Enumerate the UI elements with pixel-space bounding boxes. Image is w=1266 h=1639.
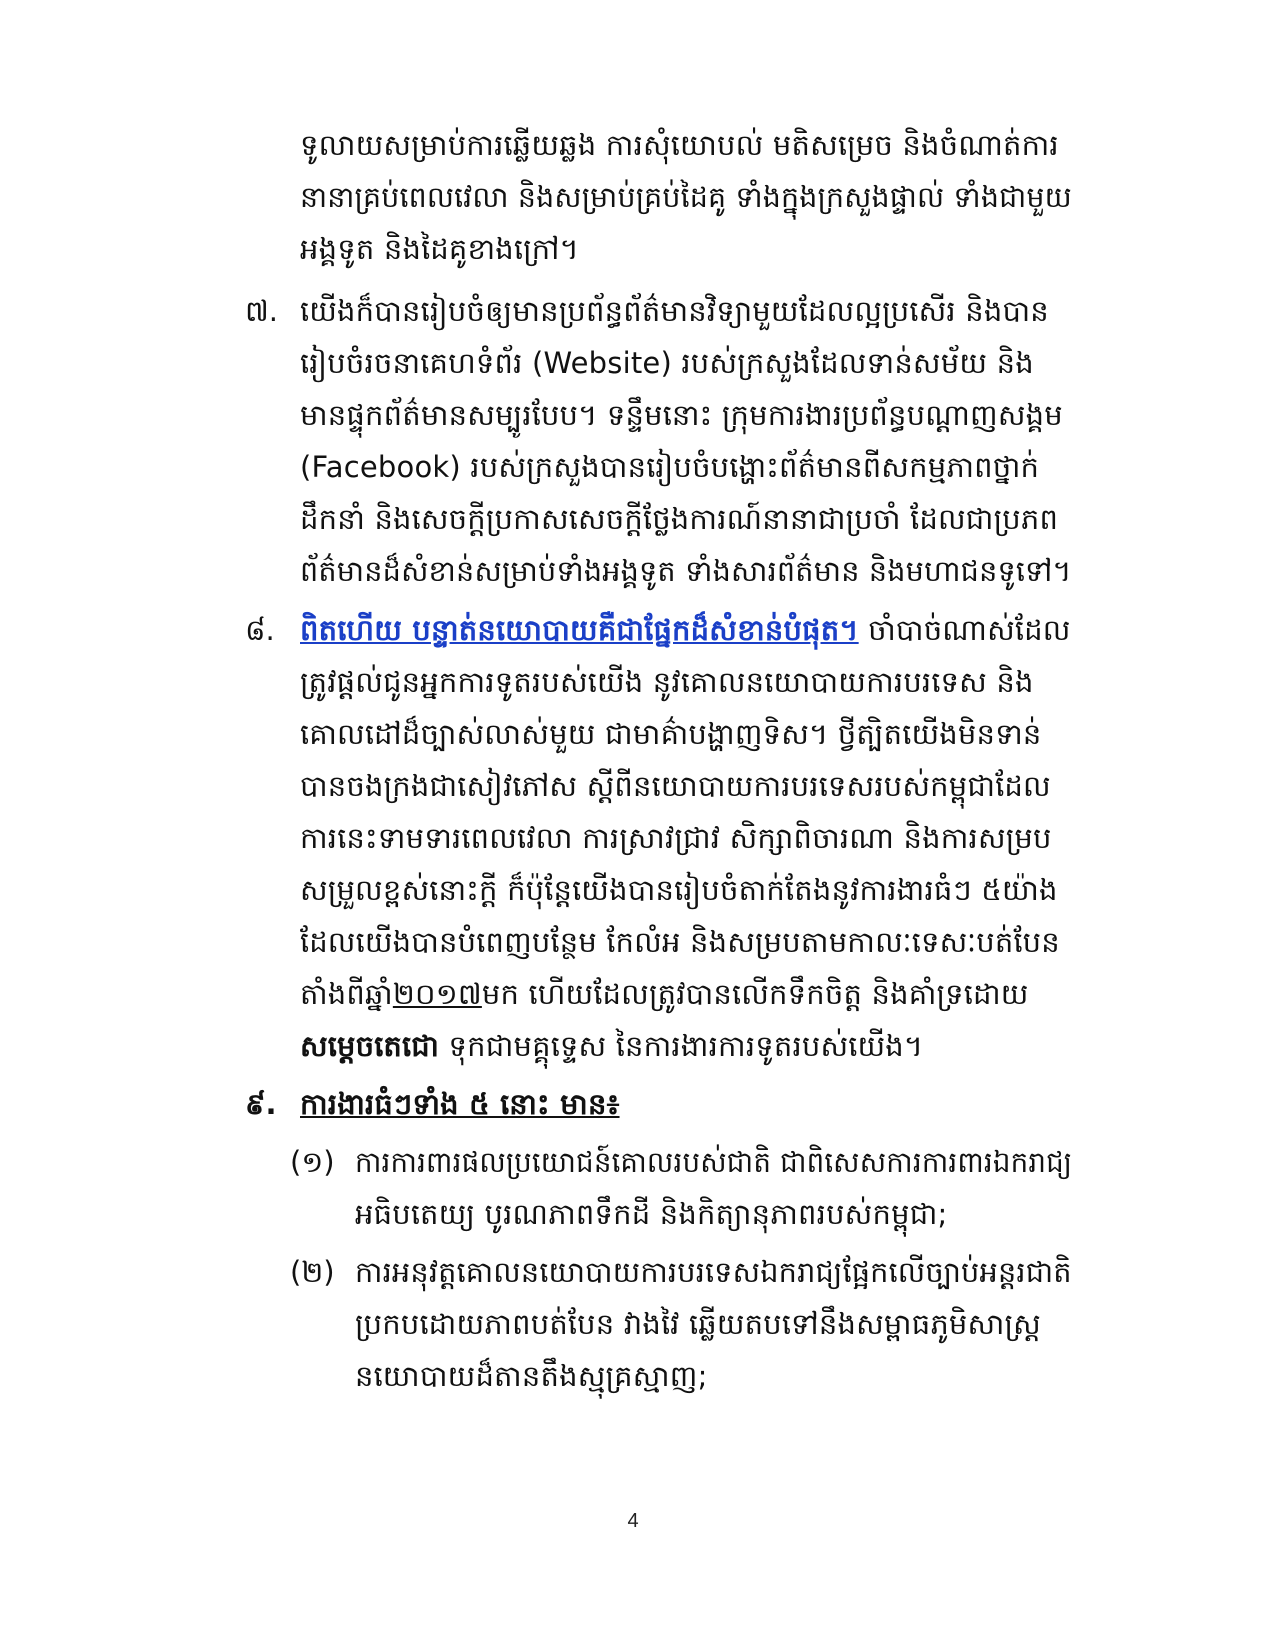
page-number: 4	[627, 1510, 639, 1532]
bold-name: សម្តេចតេជោ	[300, 1029, 440, 1063]
text-line: យើងក៏បានរៀបចំឲ្យមានប្រព័ន្ធព័ត៌មានវិទ្យាមួយដែលល្អប្រសើរ និងបាន	[300, 294, 1049, 328]
text-span: មក ហើយដែលត្រូវបានលើកទឹកចិត្ត និងគាំទ្រដោយ	[481, 977, 1029, 1011]
text-span: ទុកជាមគ្គុទ្ទេស នៃការងារការទូតរបស់យើង។	[439, 1029, 924, 1063]
section-heading: ការងារធំៗទាំង ៥ នោះ មាន៖	[300, 1087, 620, 1121]
highlighted-link[interactable]: ពិតហើយ បន្ទាត់នយោបាយគឺជាផ្នែកដ៏សំខាន់បំផុត។	[300, 613, 859, 647]
text-line: ត្រូវផ្តល់ជូនអ្នកការទូតរបស់យើង នូវគោលនយោបាយការបរទេស និង	[300, 665, 1034, 699]
text-span: តាំងពីឆ្នាំ	[300, 977, 393, 1011]
text-line: មានផ្ទុកព័ត៌មានសម្បូរបែប។ ទន្ទឹមនោះ ក្រុមការងារប្រព័ន្ធបណ្ដាញសង្គម	[300, 398, 1063, 432]
sub-item-number: (១)	[290, 1145, 335, 1179]
text-line: អធិបតេយ្យ បូរណភាពទឹកដី និងកិត្យានុភាពរបស់កម្ពុជា;	[355, 1197, 948, 1231]
text-line: នយោបាយដ៏តានតឹងស្មុគ្រស្មាញ;	[355, 1359, 708, 1393]
text-span: ចាំបាច់ណាស់ដែល	[858, 613, 1071, 647]
text-line: រៀបចំរចនាគេហទំព័រ (Website) របស់ក្រសួងដែលទាន់សម័យ និង	[300, 346, 1034, 380]
text-line: សម្រួលខ្ពស់នោះក្តី ក៏ប៉ុន្តែយើងបានរៀបចំតាក់តែងនូវការងារធំៗ ៥យ៉ាង	[300, 873, 1058, 907]
text-line: គោលដៅដ៏ច្បាស់លាស់មួយ ជាមាគ៌ាបង្ហាញទិស។ ថ្វីត្បិតយើងមិនទាន់	[300, 717, 1042, 751]
item-number: ៧.	[245, 294, 279, 328]
text-line: នានាគ្រប់ពេលវេលា និងសម្រាប់គ្រប់ដៃគូ ទាំងក្នុងក្រសួងផ្ទាល់ ទាំងជាមួយ	[300, 180, 1072, 214]
text-line: បានចងក្រងជាសៀវភៅស ស្តីពីនយោបាយការបរទេសរបស់កម្ពុជាដែល	[300, 769, 1051, 803]
underlined-year: ២០១៧	[392, 977, 482, 1011]
text-line: ទូលាយសម្រាប់ការឆ្លើយឆ្លង ការសុំយោបល់ មតិសម្រេច និងចំណាត់ការ	[300, 128, 1059, 162]
text-line: ព័ត៌មានដ៏សំខាន់សម្រាប់ទាំងអង្គទូត ទាំងសារព័ត៌មាន និងមហាជនទូទៅ។	[300, 554, 1072, 588]
text-line	[300, 610, 1071, 650]
text-line: ការអនុវត្តគោលនយោបាយការបរទេសឯករាជ្យផ្អែកលើច្បាប់អន្តរជាតិ	[355, 1255, 1072, 1289]
text-line: ការនេះទាមទារពេលវេលា ការស្រាវជ្រាវ សិក្សាពិចារណា និងការសម្រប	[300, 821, 1052, 855]
text-line	[300, 1026, 923, 1066]
sub-item-number: (២)	[290, 1255, 335, 1289]
text-line	[300, 974, 1029, 1014]
text-line: (Facebook) របស់ក្រសួងបានរៀបចំបង្ហោះព័ត៌មានពីសកម្មភាពថ្នាក់	[300, 450, 1040, 484]
text-line: ដែលយើងបានបំពេញបន្ថែម កែលំអ និងសម្របតាមកាលៈទេសៈបត់បែន	[300, 925, 1060, 959]
text-line: ការការពារផលប្រយោជន៍គោលរបស់ជាតិ ជាពិសេសការការពារឯករាជ្យ	[355, 1145, 1073, 1179]
text-line: ដឹកនាំ និងសេចក្តីប្រកាសសេចក្តីថ្លែងការណ៍នានាជាប្រចាំ ដែលជាប្រភព	[300, 502, 1059, 536]
item-number: ៩.	[245, 1087, 277, 1121]
text-line: ប្រកបដោយភាពបត់បែន វាងវៃ ឆ្លើយតបទៅនឹងសម្ពាធភូមិសាស្ត្រ	[355, 1307, 1041, 1341]
text-line: អង្គទូត និងដៃគូខាងក្រៅ។	[300, 232, 579, 266]
item-number: ៨.	[245, 613, 275, 647]
